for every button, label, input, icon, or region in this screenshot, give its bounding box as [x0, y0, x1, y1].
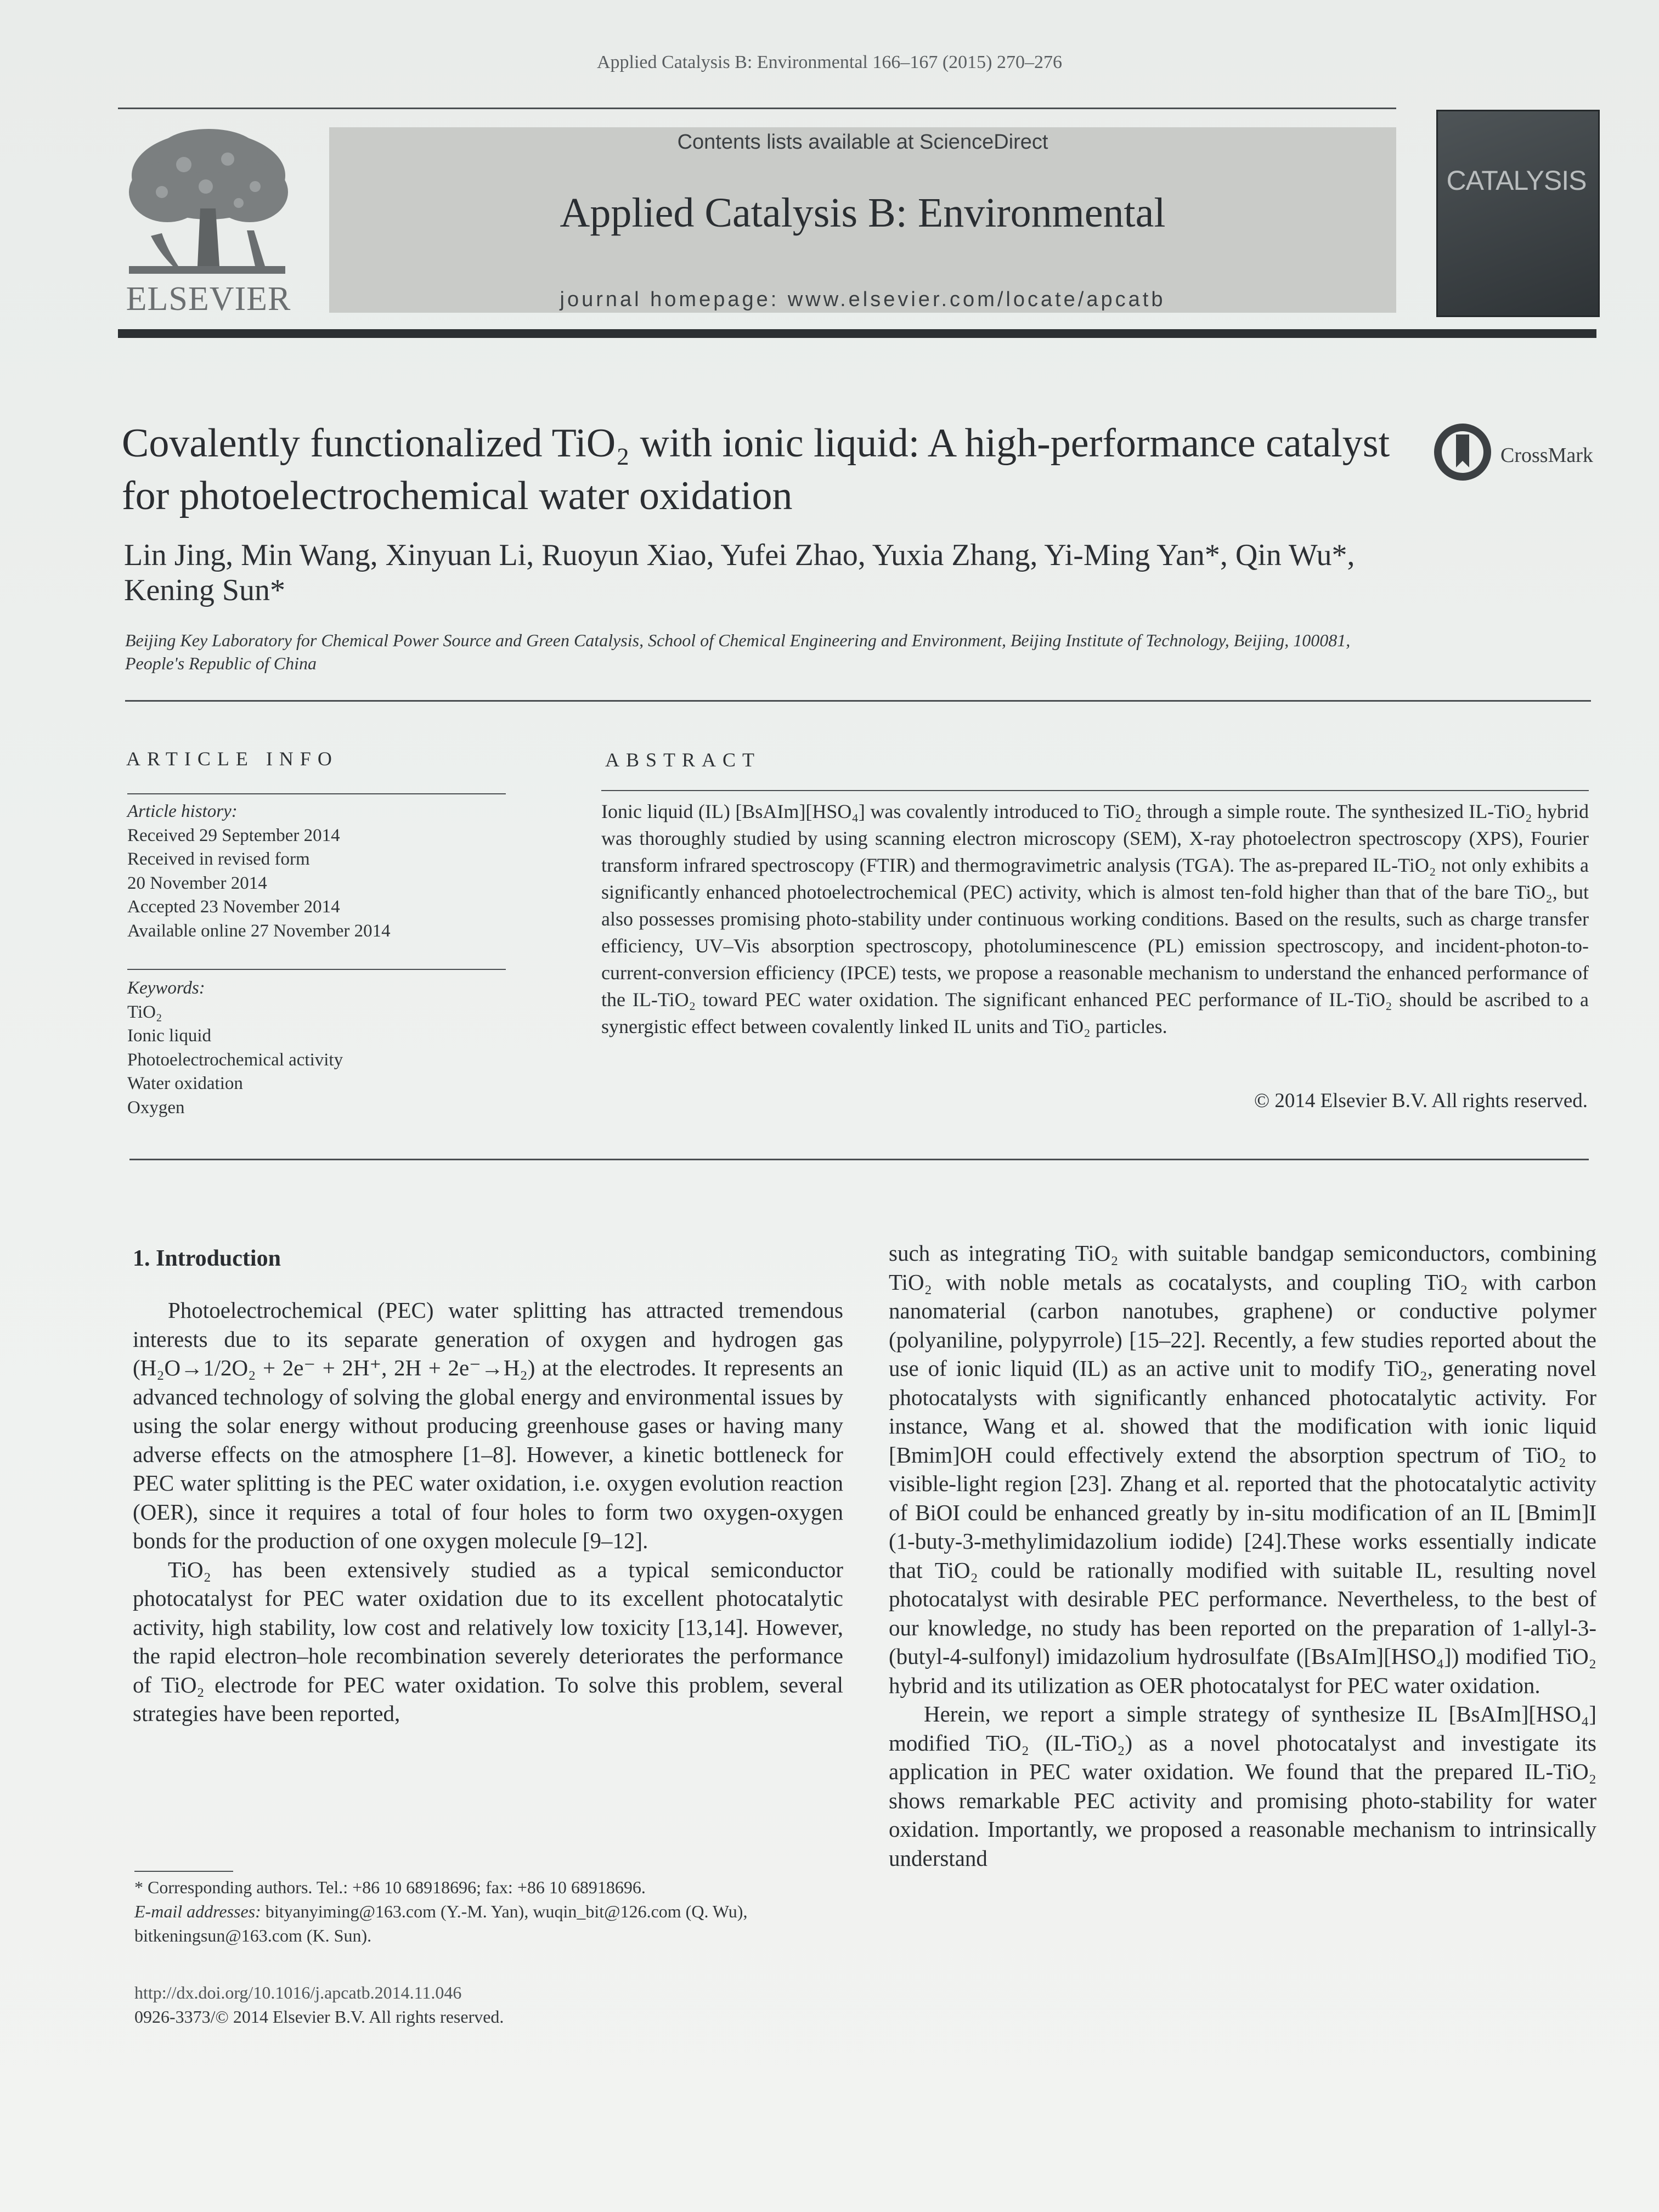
abstract-bottom-rule [129, 1159, 1589, 1160]
history-line: Received 29 September 2014 [127, 825, 340, 845]
corresponding-author-footnote [134, 1875, 848, 1948]
body-column-left [133, 1296, 843, 1728]
email-line [134, 1899, 848, 1948]
history-line: Available online 27 November 2014 [127, 921, 391, 941]
contents-line: Contents lists available at ScienceDirect [677, 131, 1048, 154]
paragraph: such as integrating TiO₂ with suitable bandgap semiconductors, combining TiO₂ with noble metals as cocatalysts, and coupling TiO₂ with carbon nanomaterial (carbon nanotubes, graphene) or conductive polymer (polyaniline, polypyrrole) [15–22]. Recently, a few studies reported about the use of ionic liquid (IL) as an active unit to modify TiO₂, generating novel photocatalysts with significantly enhanced photocatalytic activity. For instance, Wang et al. showed that the modification with ionic liquid [Bmim]OH could effectively extend the absorption spectrum of TiO₂ to visible-light region [23]. Zhang et al. reported that the photocatalytic activity of BiOI could be enhanced greatly by in-situ modification of an IL [Bmim]I (1-buty-3-methylimidazolium iodide) [24].These works essentially indicate that TiO₂ could be rationally modified with suitable IL, resulting novel photocatalyst with desirable PEC performance. Nevertheless, to the best of our knowledge, no study has been reported on the preparation of 1-allyl-3-(butyl-4-sulfonyl) imidazolium hydrosulfate ([BsAIm][HSO₄]) modified TiO₂ hybrid and its utilization as OER photocatalyst for PEC water oxidation. [889, 1240, 1596, 1698]
issn-line: 0926-3373/© 2014 Elsevier B.V. All rights reserved. [134, 2007, 504, 2027]
email-label: E-mail addresses: [134, 1901, 261, 1921]
paragraph: TiO₂ has been extensively studied as a typical semiconductor photocatalyst for PEC water oxidation due to its excellent photocatalytic activity, high stability, low cost and relatively low toxicity [13,14]. However, the rapid electron–hole recombination severely deteriorates the performance of TiO₂ electrode for PEC water oxidation. To solve this problem, several strategies have been reported, [133, 1556, 843, 1726]
keywords-label: Keywords: [127, 978, 205, 998]
journal-homepage: journal homepage: www.elsevier.com/locate/apcatb [560, 288, 1166, 311]
abstract-heading: ABSTRACT [605, 749, 761, 771]
keywords-rule [127, 969, 506, 970]
header-thick-rule [118, 329, 1596, 338]
article-info-rule [127, 793, 506, 794]
affiliation: Beijing Key Laboratory for Chemical Power Source and Green Catalysis, School of Chemical Engineering and Environment, Beijing Institute of Technology, Beijing, 100081, People's Republic of China [125, 630, 1351, 673]
top-rule [118, 108, 1396, 109]
journal-cover-thumbnail [1436, 110, 1600, 317]
elsevier-wordmark: ELSEVIER [126, 280, 291, 318]
keyword-item: Oxygen [127, 1097, 185, 1118]
abstract-text: Ionic liquid (IL) [BsAIm][HSO₄] was covalently introduced to TiO₂ through a simple route. The synthesized IL-TiO₂ hybrid was thoroughly studied by using scanning electron microscopy (SEM), X-ray photoelectron spectroscopy (XPS), Fourier transform infrared spectroscopy (FTIR) and thermogravimetric analysis (TGA). The as-prepared IL-TiO₂ not only exhibits a significantly enhanced photoelectrochemical (PEC) activity, which is almost ten-fold higher than that of the bare TiO₂, but also possesses promising photo-stability under continuous working conditions. Based on the results, such as charge transfer efficiency, UV–Vis absorption spectroscopy, photoluminescence (PL) emission spectroscopy, and incident-photon-to-current-conversion efficiency (IPCE) tests, we propose a reasonable mechanism to understand the enhanced performance of the IL-TiO₂ toward PEC water oxidation. The significant enhanced PEC performance of IL-TiO₂ should be ascribed to a synergistic effect between covalently linked IL units and TiO₂ particles. [601, 800, 1589, 1037]
section-heading-introduction: 1. Introduction [133, 1246, 281, 1271]
article-history [127, 800, 511, 943]
abstract-rule [601, 790, 1589, 791]
footnote-rule [134, 1871, 233, 1872]
doi-block [134, 1980, 848, 2029]
journal-title: Applied Catalysis B: Environmental [560, 190, 1166, 236]
crossmark-icon[interactable] [1432, 421, 1493, 483]
abstract-copyright: © 2014 Elsevier B.V. All rights reserved. [1254, 1090, 1588, 1112]
paragraph: Herein, we report a simple strategy of synthesize IL [BsAIm][HSO₄] modified TiO₂ (IL-TiO₂) as a novel photocatalyst and investigate its application in PEC water oxidation. We found that the prepared IL-TiO₂ shows remarkable PEC activity and promising photo-stability for water oxidation. Importantly, we proposed a reasonable mechanism to intrinsically understand [889, 1701, 1596, 1871]
running-head: Applied Catalysis B: Environmental 166–167 (2015) 270–276 [596, 52, 1063, 72]
keyword-item: TiO₂ [127, 1002, 162, 1022]
cover-title: CATALYSIS [1446, 165, 1587, 196]
body-column-right [889, 1239, 1596, 1872]
article-title: Covalently functionalized TiO₂ with ionic liquid: A high-performance catalyst for photoelectrochemical water oxidation [122, 421, 1390, 518]
doi-link[interactable]: http://dx.doi.org/10.1016/j.apcatb.2014.11.046 [134, 1983, 462, 2002]
keywords-block [127, 977, 511, 1120]
corresponding-line: * Corresponding authors. Tel.: +86 10 68918696; fax: +86 10 68918696. [134, 1877, 646, 1897]
crossmark-label[interactable]: CrossMark [1500, 444, 1593, 467]
keyword-item: Photoelectrochemical activity [127, 1049, 343, 1070]
article-info-heading: ARTICLE INFO [126, 748, 338, 770]
email-addresses[interactable]: bityanyiming@163.com (Y.-M. Yan), wuqin_bit@126.com (Q. Wu), bitkeningsun@163.com (K. Sun). [134, 1901, 748, 1945]
history-line: Accepted 23 November 2014 [127, 897, 340, 917]
history-label: Article history: [127, 802, 238, 821]
keyword-item: Water oxidation [127, 1074, 243, 1093]
paragraph: Photoelectrochemical (PEC) water splitting has attracted tremendous interests due to its separate generation of oxygen and hydrogen gas (H₂O→1/2O₂ + 2e⁻ + 2H⁺, 2H + 2e⁻→H₂) at the electrodes. It represents an advanced technology of solving the global energy and environmental issues by using the solar energy without producing greenhouse gases or having many adverse effects on the atmosphere [1–8]. However, a kinetic bottleneck for PEC water splitting is the PEC water oxidation, i.e. oxygen evolution reaction (OER), since it requires a total of four holes to form two oxygen-oxygen bonds for the production of one oxygen molecule [9–12]. [133, 1297, 843, 1553]
history-line: Received in revised form [127, 849, 310, 869]
author-list: Lin Jing, Min Wang, Xinyuan Li, Ruoyun Xiao, Yufei Zhao, Yuxia Zhang, Yi-Ming Yan*, Qin Wu*, Kening Sun* [124, 538, 1355, 607]
title-block-rule [125, 700, 1591, 702]
history-line: 20 November 2014 [127, 873, 267, 893]
keyword-item: Ionic liquid [127, 1026, 212, 1046]
